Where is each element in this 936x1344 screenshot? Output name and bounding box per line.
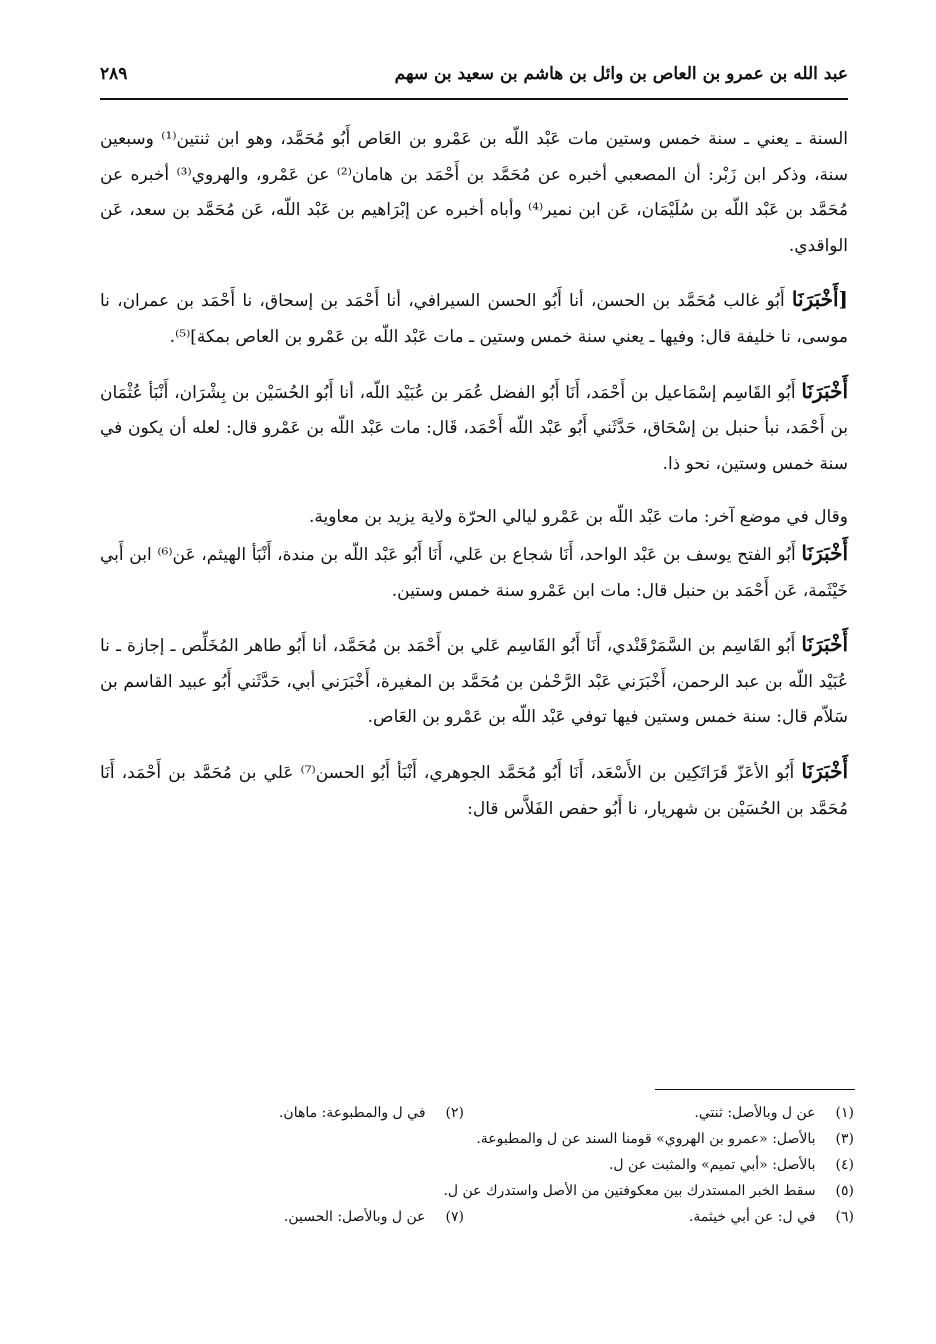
paragraph-lead-word: أَخْبَرَنَا bbox=[801, 758, 848, 783]
paragraph bbox=[100, 374, 848, 483]
paragraph-text: أَبُو الأعَزّ قَرَاتَكِين بن الأَسْعَد، أَنَا أَبُو مُحَمَّد الجوهري، أَنْبَأ أَبُو الحسن⁽⁷⁾ عَلي بن مُحَمَّد بن أَحْمَد، أَنَا مُحَمَّد بن الحُسَيْن بن شهريار، نا أَبُو حفص الفَلاَّس قال: bbox=[100, 762, 848, 819]
footnote-separator bbox=[655, 1089, 855, 1090]
footnotes bbox=[100, 1100, 854, 1230]
paragraph-lead-word: أَخْبَرَنَا bbox=[801, 632, 848, 657]
footnote-number: (٦) bbox=[835, 1209, 854, 1225]
footnote-number: (٤) bbox=[835, 1157, 854, 1173]
paragraph-text: أَبُو غالب مُحَمَّد بن الحسن، أنا أَبُو الحسن السيرافي، أنا أَحْمَد بن إسحاق، نا أَحْمَد بن عمران، نا موسى، نا خليفة قال: وفيها ـ يعني سنة خمس وستين ـ مات عَبْد اللّه بن عَمْرو بن العاص بمكة]⁽⁵⁾. bbox=[100, 291, 848, 347]
footnote-row bbox=[100, 1126, 854, 1152]
paragraph bbox=[100, 500, 848, 536]
running-title: عبد الله بن عمرو بن العاص بن وائل بن هاشم بن سعيد بن سهم bbox=[394, 64, 848, 84]
footnote-number: (٢) bbox=[445, 1105, 464, 1121]
footnote-row bbox=[100, 1178, 854, 1204]
footnote-row bbox=[100, 1100, 854, 1126]
footnote bbox=[609, 1152, 854, 1178]
footnote-number: (٣) bbox=[835, 1131, 854, 1147]
footnote bbox=[689, 1204, 854, 1230]
footnote-text: بالأصل: «أبي تميم» والمثبت عن ل. bbox=[608, 1157, 816, 1173]
footnote bbox=[694, 1100, 854, 1126]
footnote-number: (٥) bbox=[835, 1183, 854, 1199]
footnote bbox=[476, 1126, 854, 1152]
paragraph-text: أَبُو الفتح يوسف بن عَبْد الواحد، أَنَا شجاع بن عَلي، أَنَا أَبُو عَبْد اللّه بن مندة، أَنْبَأ الهيثم، عَن⁽⁶⁾ ابن أَبي خَيْثَمة، عَن أَحْمَد بن حنبل قال: مات ابن عَمْرو سنة خمس وستين. bbox=[100, 544, 848, 601]
paragraph bbox=[100, 282, 848, 355]
footnote-number: (٧) bbox=[445, 1209, 464, 1225]
footnote-text: عن ل وبالأصل: ثنتي. bbox=[694, 1105, 816, 1121]
footnote-text: في ل والمطبوعة: ماهان. bbox=[278, 1105, 426, 1121]
footnote-text: عن ل وبالأصل: الحسين. bbox=[283, 1209, 426, 1225]
footnote bbox=[284, 1204, 464, 1230]
footnote bbox=[279, 1100, 464, 1126]
page-header bbox=[100, 64, 848, 100]
page-number: ٢٨٩ bbox=[100, 64, 128, 84]
main-text bbox=[100, 122, 848, 827]
paragraph-text: أَبُو القَاسِم إسْمَاعيل بن أَحْمَد، أَنَا أَبُو الفضل عُمَر بن عُبَيْد اللّه، أنا أَبُو الحُسَيْن بن بِشْرَان، أَنْبَأ عُثْمَان بن أَحْمَد، نبأ حنبل بن إسْحَاق، حَدَّثَني أَبُو عَبْد اللّه أَحْمَد، قَال: مات عَبْد اللّه بن عَمْرو قال: لعله أن يكون في سنة خمس وستين، نحو ذا. bbox=[100, 382, 848, 474]
footnote-row bbox=[100, 1152, 854, 1178]
footnote-text: في ل: عن أبي خيثمة. bbox=[688, 1209, 816, 1225]
paragraph-text: وقال في موضع آخر: مات عَبْد اللّه بن عَمْرو ليالي الحرّة ولاية يزيد بن معاوية. bbox=[308, 507, 848, 528]
footnote-row bbox=[100, 1204, 854, 1230]
paragraph-text: السنة ـ يعني ـ سنة خمس وستين مات عَبْد اللّه بن عَمْرو بن العَاص أَبُو مُحَمَّد، وهو ابن ثنتين⁽¹⁾ وسبعين سنة، وذكر ابن زَبْر: أن المصعبي أخبره عن مُحَمَّد بن أَحْمَد بن هامان⁽²⁾ عن عَمْرو، والهروي⁽³⁾ أخبره عن مُحَمَّد بن عَبْد اللّه بن سُلَيْمَان، عَن ابن نمير⁽⁴⁾ وأباه أخبره عن إبْرَاهيم بن عَبْد اللّه، عَن مُحَمَّد بن سعد، عَن الواقدي. bbox=[100, 129, 849, 256]
footnote-number: (١) bbox=[835, 1105, 854, 1121]
paragraph-text: أَبُو القَاسِم بن السَّمَرْقَنْدي، أَنَا أَبُو القَاسِم عَلي بن أَحْمَد بن مُحَمَّد، أنا أَبُو طاهر المُخَلِّص ـ إجازة ـ نا عُبَيْد اللّه بن عبد الرحمن، أَخْبَرَني عَبْد الرَّحْمٰن بن مُحَمَّد بن المغيرة، أَخْبَرَني أبي، حَدَّثَني أَبُو عبيد القاسم بن سَلاّم قال: سنة خمس وستين فيها توفي عَبْد اللّه بن عَمْرو بن العَاص. bbox=[100, 636, 848, 728]
paragraph bbox=[100, 754, 848, 827]
paragraph-lead-word: أَخْبَرَنَا bbox=[801, 378, 848, 403]
paragraph bbox=[100, 122, 848, 264]
paragraph-lead-word: أَخْبَرَنَا bbox=[801, 540, 849, 565]
footnote-text: بالأصل: «عمرو بن الهروي» قومنا السند عن ل والمطبوعة. bbox=[476, 1131, 816, 1147]
footnote-text: سقط الخبر المستدرك بين معكوفتين من الأصل واستدرك عن ل. bbox=[443, 1183, 816, 1199]
paragraph bbox=[100, 627, 848, 736]
paragraph bbox=[100, 536, 848, 609]
paragraph-lead-word: [أَخْبَرَنَا bbox=[791, 287, 848, 312]
footnote bbox=[443, 1178, 854, 1204]
